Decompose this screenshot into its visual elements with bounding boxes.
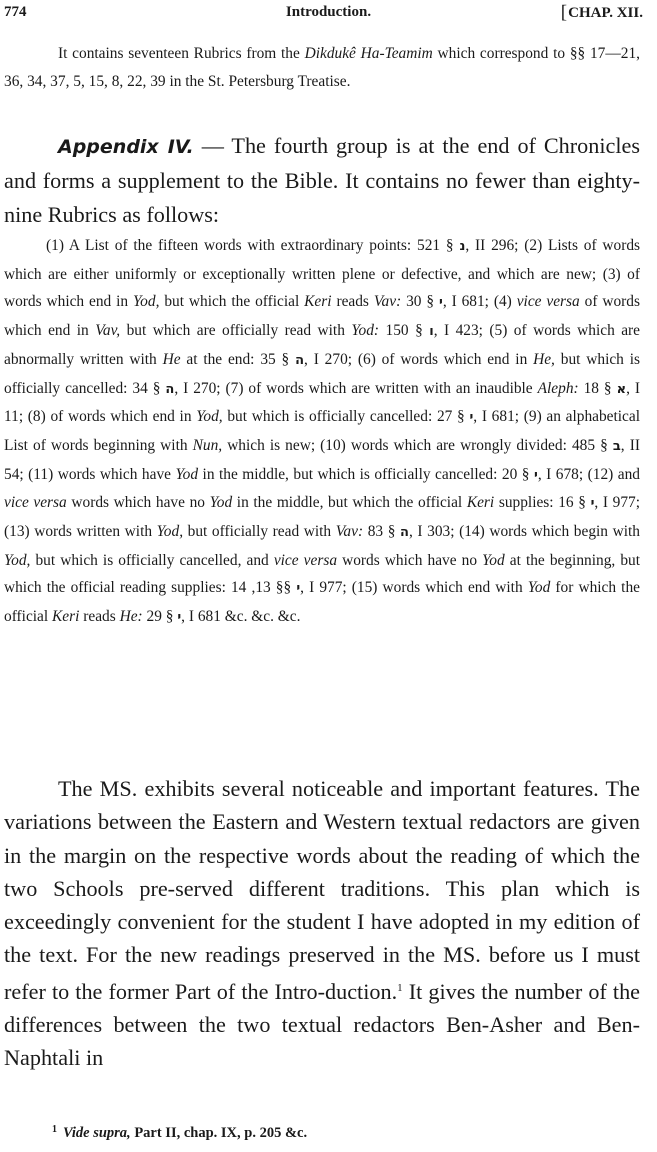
italic-term: Yod, (133, 293, 160, 311)
text-run: for which the official (4, 579, 640, 626)
appendix-heading: Appendix IV. (58, 136, 194, 158)
italic-term: Vav: (373, 293, 402, 311)
intro-text: It contains seventeen Rubrics from the (58, 45, 300, 62)
italic-term: Yod (209, 494, 233, 512)
text-run: words which have no (71, 494, 205, 512)
text-run: but which is officially cancelled: (227, 408, 433, 426)
text-run: § 521, II 296; (2) Lists of words which are either uniformly or exceptionally written plene or defective, and which are new; (3) of words which end in (4, 237, 640, 311)
italic-term: Yod, (4, 551, 31, 569)
text-run: which is new; (10) words which are wrongly divided: (227, 436, 567, 454)
hebrew-letter: י (590, 496, 595, 512)
hebrew-letter: ה (400, 525, 409, 541)
text-run: but which are officially read with (126, 322, 345, 340)
page-number: 774 (4, 4, 27, 20)
text-run: § 18, I 11; (8) of words which end in (4, 379, 640, 426)
italic-term: He, (533, 350, 555, 368)
text-run: reads (336, 293, 369, 311)
italic-term: Yod, (196, 408, 223, 426)
rubrics-paragraph (4, 232, 640, 632)
hebrew-letter: נ (459, 239, 466, 254)
italic-term: Yod (175, 465, 199, 483)
text-run: but which is officially cancelled: (4, 350, 640, 397)
italic-term: Vav, (95, 322, 121, 340)
text-run: §§ 13, 14, I 977; (15) words which end with (230, 579, 523, 597)
text-run: but which the official (164, 293, 300, 311)
running-head (0, 0, 657, 30)
text-run: at the beginning, but which the official reading supplies: (4, 551, 640, 597)
text-run: § 485, II 54; (11) words which have (4, 436, 640, 483)
intro-text: which correspond to §§ 17—21, 36, 34, 37, 5, 15, 8, 22, 39 in the St. Petersburg Treatise. (4, 45, 640, 90)
text-run: § 34, I 270; (7) of words which are written with an inaudible (132, 379, 533, 397)
footnote-text: Part II, chap. IX, p. 205 &c. (134, 1125, 308, 1141)
text-run: reads (83, 608, 116, 626)
chapter-text: CHAP. XII. (568, 5, 643, 21)
text-run: of words which end in (4, 293, 640, 340)
hebrew-letter: א (616, 381, 627, 397)
italic-term: Keri (466, 494, 495, 512)
text-run: in the middle, but which is officially cancelled: (202, 465, 498, 483)
hebrew-letter: י (469, 410, 474, 426)
italic-term: vice versa (4, 494, 67, 512)
italic-term: He: (119, 608, 143, 626)
appendix-paragraph (4, 129, 640, 231)
text-run: words which have no (342, 551, 478, 569)
text-run: in the middle, but which the official (236, 494, 463, 512)
italic-term: Yod: (351, 322, 380, 340)
text-run: § 27, I 681; (9) an alphabetical List of words beginning with (4, 408, 640, 454)
hebrew-letter: י (533, 467, 538, 483)
text-run: at the end: (186, 350, 255, 368)
book-title: Dikdukê Ha-Teamim (304, 45, 433, 62)
footnote-number: 1 (52, 1124, 57, 1135)
italic-term: Yod, (156, 523, 184, 541)
text-run: § 30, I 681; (4) (406, 293, 512, 311)
text-run: supplies: (498, 494, 554, 512)
hebrew-letter: ה (295, 352, 305, 368)
italic-term: Keri (52, 608, 80, 626)
italic-term: vice versa (516, 293, 580, 311)
hebrew-letter: ב (612, 438, 621, 454)
italic-term: Yod (482, 551, 505, 569)
italic-term: Keri (304, 293, 332, 311)
text-run: § 150, I 423; (5) of words which are abnormally written with (4, 322, 641, 368)
ms-text: The MS. exhibits several noticeable and important features. The variations between the Eastern and Western textual redactors are given in the margin on the respective words about the reading of which the two Schools pre-served different traditions. This plan which is exceedingly convenient for the student I have adopted in my edition of the text. For the new readings preserved in the MS. before us I must refer to the former Part of the Intro-duction. (4, 776, 640, 1004)
italic-term: Aleph: (537, 379, 579, 397)
italic-term: Nun, (192, 436, 223, 454)
chapter-bracket: [ (560, 2, 568, 23)
italic-term: He (162, 350, 181, 368)
ms-text-continued: It gives the number of the differences between the two textual redactors Ben-Asher and Ben-Naphtali in (4, 978, 641, 1071)
italic-term: vice versa (273, 551, 338, 569)
text-run: but which is officially cancelled, and (35, 551, 269, 569)
footnote-vide: Vide supra, (63, 1125, 131, 1141)
italic-term: Vav: (335, 523, 364, 541)
hebrew-letter: י (439, 295, 443, 311)
text-run: § 29, I 681 &c. &c. &c. (146, 608, 301, 626)
text-run: § 83, I 303; (14) words which begin with (367, 523, 640, 541)
intro-paragraph (4, 40, 640, 95)
running-title: Introduction. (285, 4, 372, 20)
text-run: § 35, I 270; (6) of words which end in (260, 350, 528, 368)
chapter-label (561, 2, 643, 24)
footnote (52, 1124, 307, 1142)
text-run: § 20, I 678; (12) and (501, 465, 640, 483)
text-run: § 16, I 977; (13) words written with (4, 494, 641, 541)
text-run: but officially read with (187, 523, 332, 541)
text-run: (1) A List of the fifteen words with extraordinary points: (46, 237, 412, 254)
hebrew-letter: ה (165, 381, 175, 397)
hebrew-letter: י (177, 610, 182, 626)
hebrew-letter: י (296, 581, 301, 597)
hebrew-letter: ו (429, 324, 434, 340)
appendix-text: — The fourth group is at the end of Chronicles and forms a supplement to the Bible. It contains no fewer than eighty-nine Rubrics as follows: (4, 133, 640, 227)
footnote-marker: 1 (397, 981, 403, 994)
ms-paragraph (4, 772, 640, 1075)
italic-term: Yod (527, 579, 551, 597)
